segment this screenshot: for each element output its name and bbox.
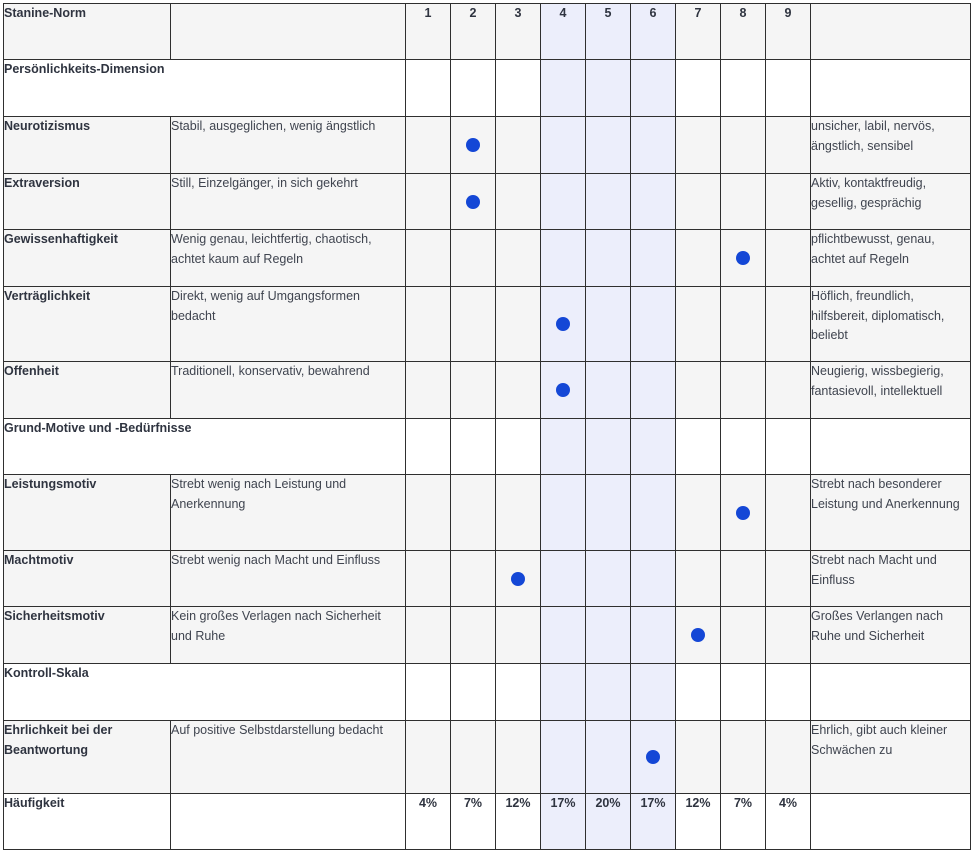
score-marker (511, 572, 525, 586)
score-marker (466, 195, 480, 209)
dimension-row (4, 362, 971, 419)
score-cell (451, 174, 496, 230)
score-cell (451, 230, 496, 287)
score-cell (406, 287, 451, 362)
stanine-table (3, 3, 971, 850)
score-cell (451, 362, 496, 419)
score-cell (541, 287, 586, 362)
high-description: unsicher, labil, nervös, ängstlich, sensibel (811, 117, 971, 174)
score-cell (406, 60, 451, 117)
score-cell (406, 721, 451, 794)
frequency-percent: 17% (631, 794, 676, 850)
score-cell (586, 287, 631, 362)
dimension-name: Sicherheitsmotiv (4, 607, 171, 664)
frequency-percent: 4% (406, 794, 451, 850)
score-cell (721, 664, 766, 721)
score-cell (766, 287, 811, 362)
score-marker (736, 506, 750, 520)
score-cell (586, 664, 631, 721)
section-blank (811, 419, 971, 475)
score-cell (676, 60, 721, 117)
dimension-row (4, 721, 971, 794)
stanine-column-header: 8 (721, 4, 766, 60)
score-marker (466, 138, 480, 152)
score-cell (406, 551, 451, 607)
footer-blank (171, 794, 406, 850)
score-cell (541, 60, 586, 117)
score-cell (541, 117, 586, 174)
high-description: Ehrlich, gibt auch kleiner Schwächen zu (811, 721, 971, 794)
frequency-row (4, 794, 971, 850)
score-cell (766, 174, 811, 230)
dimension-row (4, 230, 971, 287)
score-marker (556, 383, 570, 397)
score-cell (766, 475, 811, 551)
frequency-percent: 4% (766, 794, 811, 850)
score-cell (496, 287, 541, 362)
score-cell (586, 60, 631, 117)
score-cell (451, 117, 496, 174)
score-cell (721, 419, 766, 475)
dimension-row (4, 287, 971, 362)
dimension-row (4, 607, 971, 664)
dimension-name: Offenheit (4, 362, 171, 419)
score-cell (451, 664, 496, 721)
dimension-name: Verträglichkeit (4, 287, 171, 362)
frequency-label: Häufigkeit (4, 794, 171, 850)
score-cell (631, 230, 676, 287)
score-cell (541, 607, 586, 664)
section-blank (811, 664, 971, 721)
score-cell (451, 607, 496, 664)
dimension-row (4, 174, 971, 230)
score-cell (496, 664, 541, 721)
score-cell (451, 551, 496, 607)
score-cell (631, 287, 676, 362)
low-description: Direkt, wenig auf Umgangsformen bedacht (171, 287, 406, 362)
score-cell (631, 117, 676, 174)
score-cell (541, 230, 586, 287)
section-title: Kontroll-Skala (4, 664, 406, 721)
score-cell (496, 117, 541, 174)
frequency-percent: 7% (721, 794, 766, 850)
score-cell (631, 419, 676, 475)
score-cell (496, 721, 541, 794)
score-marker (691, 628, 705, 642)
score-cell (496, 419, 541, 475)
score-cell (676, 721, 721, 794)
frequency-percent: 20% (586, 794, 631, 850)
dimension-name: Neurotizismus (4, 117, 171, 174)
stanine-column-header: 4 (541, 4, 586, 60)
score-cell (721, 475, 766, 551)
low-description: Strebt wenig nach Leistung und Anerkennung (171, 475, 406, 551)
dimension-name: Machtmotiv (4, 551, 171, 607)
section-title: Grund-Motive und -Bedürfnisse (4, 419, 406, 475)
low-description: Strebt wenig nach Macht und Einfluss (171, 551, 406, 607)
score-cell (721, 362, 766, 419)
score-cell (451, 721, 496, 794)
score-cell (406, 174, 451, 230)
section-blank (811, 60, 971, 117)
score-cell (721, 60, 766, 117)
score-cell (676, 117, 721, 174)
score-cell (586, 551, 631, 607)
score-cell (586, 362, 631, 419)
section-title: Persönlichkeits-Dimension (4, 60, 406, 117)
dimension-name: Leistungsmotiv (4, 475, 171, 551)
score-cell (721, 117, 766, 174)
score-cell (406, 362, 451, 419)
score-cell (676, 475, 721, 551)
low-description: Traditionell, konservativ, bewahrend (171, 362, 406, 419)
score-cell (721, 174, 766, 230)
score-cell (766, 551, 811, 607)
stanine-column-header: 3 (496, 4, 541, 60)
score-cell (496, 60, 541, 117)
score-cell (541, 721, 586, 794)
low-description: Wenig genau, leichtfertig, chaotisch, achtet kaum auf Regeln (171, 230, 406, 287)
low-description: Still, Einzelgänger, in sich gekehrt (171, 174, 406, 230)
dimension-name: Ehrlichkeit bei der Beantwortung (4, 721, 171, 794)
score-cell (721, 721, 766, 794)
stanine-column-header: 7 (676, 4, 721, 60)
score-cell (676, 230, 721, 287)
score-cell (406, 419, 451, 475)
score-cell (406, 117, 451, 174)
score-cell (676, 419, 721, 475)
score-cell (496, 230, 541, 287)
score-cell (766, 60, 811, 117)
score-cell (721, 607, 766, 664)
dimension-name: Extraversion (4, 174, 171, 230)
score-cell (496, 475, 541, 551)
score-cell (766, 721, 811, 794)
dimension-row (4, 551, 971, 607)
high-description: Aktiv, kontaktfreudig, gesellig, gesprächig (811, 174, 971, 230)
section-header-row (4, 664, 971, 721)
score-cell (676, 607, 721, 664)
frequency-percent: 12% (496, 794, 541, 850)
score-cell (676, 174, 721, 230)
section-header-row (4, 60, 971, 117)
footer-blank (811, 794, 971, 850)
score-cell (451, 475, 496, 551)
dimension-name: Gewissenhaftigkeit (4, 230, 171, 287)
low-description: Auf positive Selbstdarstellung bedacht (171, 721, 406, 794)
score-cell (406, 475, 451, 551)
score-cell (586, 419, 631, 475)
score-cell (541, 362, 586, 419)
score-cell (676, 362, 721, 419)
score-cell (631, 174, 676, 230)
frequency-percent: 7% (451, 794, 496, 850)
score-cell (631, 475, 676, 551)
score-cell (676, 551, 721, 607)
score-cell (766, 230, 811, 287)
score-marker (646, 750, 660, 764)
dimension-row (4, 475, 971, 551)
score-cell (586, 117, 631, 174)
section-header-row (4, 419, 971, 475)
high-description: Strebt nach Macht und Einfluss (811, 551, 971, 607)
dimension-row (4, 117, 971, 174)
score-cell (631, 60, 676, 117)
low-description: Stabil, ausgeglichen, wenig ängstlich (171, 117, 406, 174)
score-cell (496, 362, 541, 419)
frequency-percent: 12% (676, 794, 721, 850)
score-cell (631, 551, 676, 607)
high-description: Neugierig, wissbegierig, fantasievoll, intellektuell (811, 362, 971, 419)
stanine-column-header: 1 (406, 4, 451, 60)
score-marker (556, 317, 570, 331)
high-description: Höflich, freundlich, hilfsbereit, diplomatisch, beliebt (811, 287, 971, 362)
score-cell (586, 174, 631, 230)
score-cell (631, 607, 676, 664)
high-description: Strebt nach besonderer Leistung und Anerkennung (811, 475, 971, 551)
score-cell (631, 721, 676, 794)
score-cell (406, 230, 451, 287)
score-cell (766, 419, 811, 475)
score-cell (766, 607, 811, 664)
score-cell (541, 475, 586, 551)
header-row (4, 4, 971, 60)
score-cell (766, 664, 811, 721)
score-cell (496, 174, 541, 230)
score-cell (721, 287, 766, 362)
score-cell (586, 607, 631, 664)
low-description: Kein großes Verlagen nach Sicherheit und Ruhe (171, 607, 406, 664)
score-cell (451, 287, 496, 362)
score-cell (541, 551, 586, 607)
stanine-column-header: 9 (766, 4, 811, 60)
score-cell (586, 230, 631, 287)
score-cell (496, 607, 541, 664)
score-cell (721, 230, 766, 287)
score-cell (451, 419, 496, 475)
stanine-column-header: 5 (586, 4, 631, 60)
score-cell (676, 287, 721, 362)
score-cell (631, 664, 676, 721)
score-cell (541, 664, 586, 721)
high-description: Großes Verlangen nach Ruhe und Sicherheit (811, 607, 971, 664)
stanine-column-header: 6 (631, 4, 676, 60)
frequency-percent: 17% (541, 794, 586, 850)
score-cell (766, 362, 811, 419)
score-cell (496, 551, 541, 607)
score-cell (586, 475, 631, 551)
score-cell (541, 419, 586, 475)
score-cell (541, 174, 586, 230)
header-blank (811, 4, 971, 60)
score-cell (631, 362, 676, 419)
header-blank (171, 4, 406, 60)
score-marker (736, 251, 750, 265)
score-cell (676, 664, 721, 721)
score-cell (406, 664, 451, 721)
high-description: pflichtbewusst, genau, achtet auf Regeln (811, 230, 971, 287)
stanine-column-header: 2 (451, 4, 496, 60)
score-cell (766, 117, 811, 174)
score-cell (451, 60, 496, 117)
score-cell (406, 607, 451, 664)
score-cell (721, 551, 766, 607)
score-cell (586, 721, 631, 794)
table-title: Stanine-Norm (4, 4, 171, 60)
